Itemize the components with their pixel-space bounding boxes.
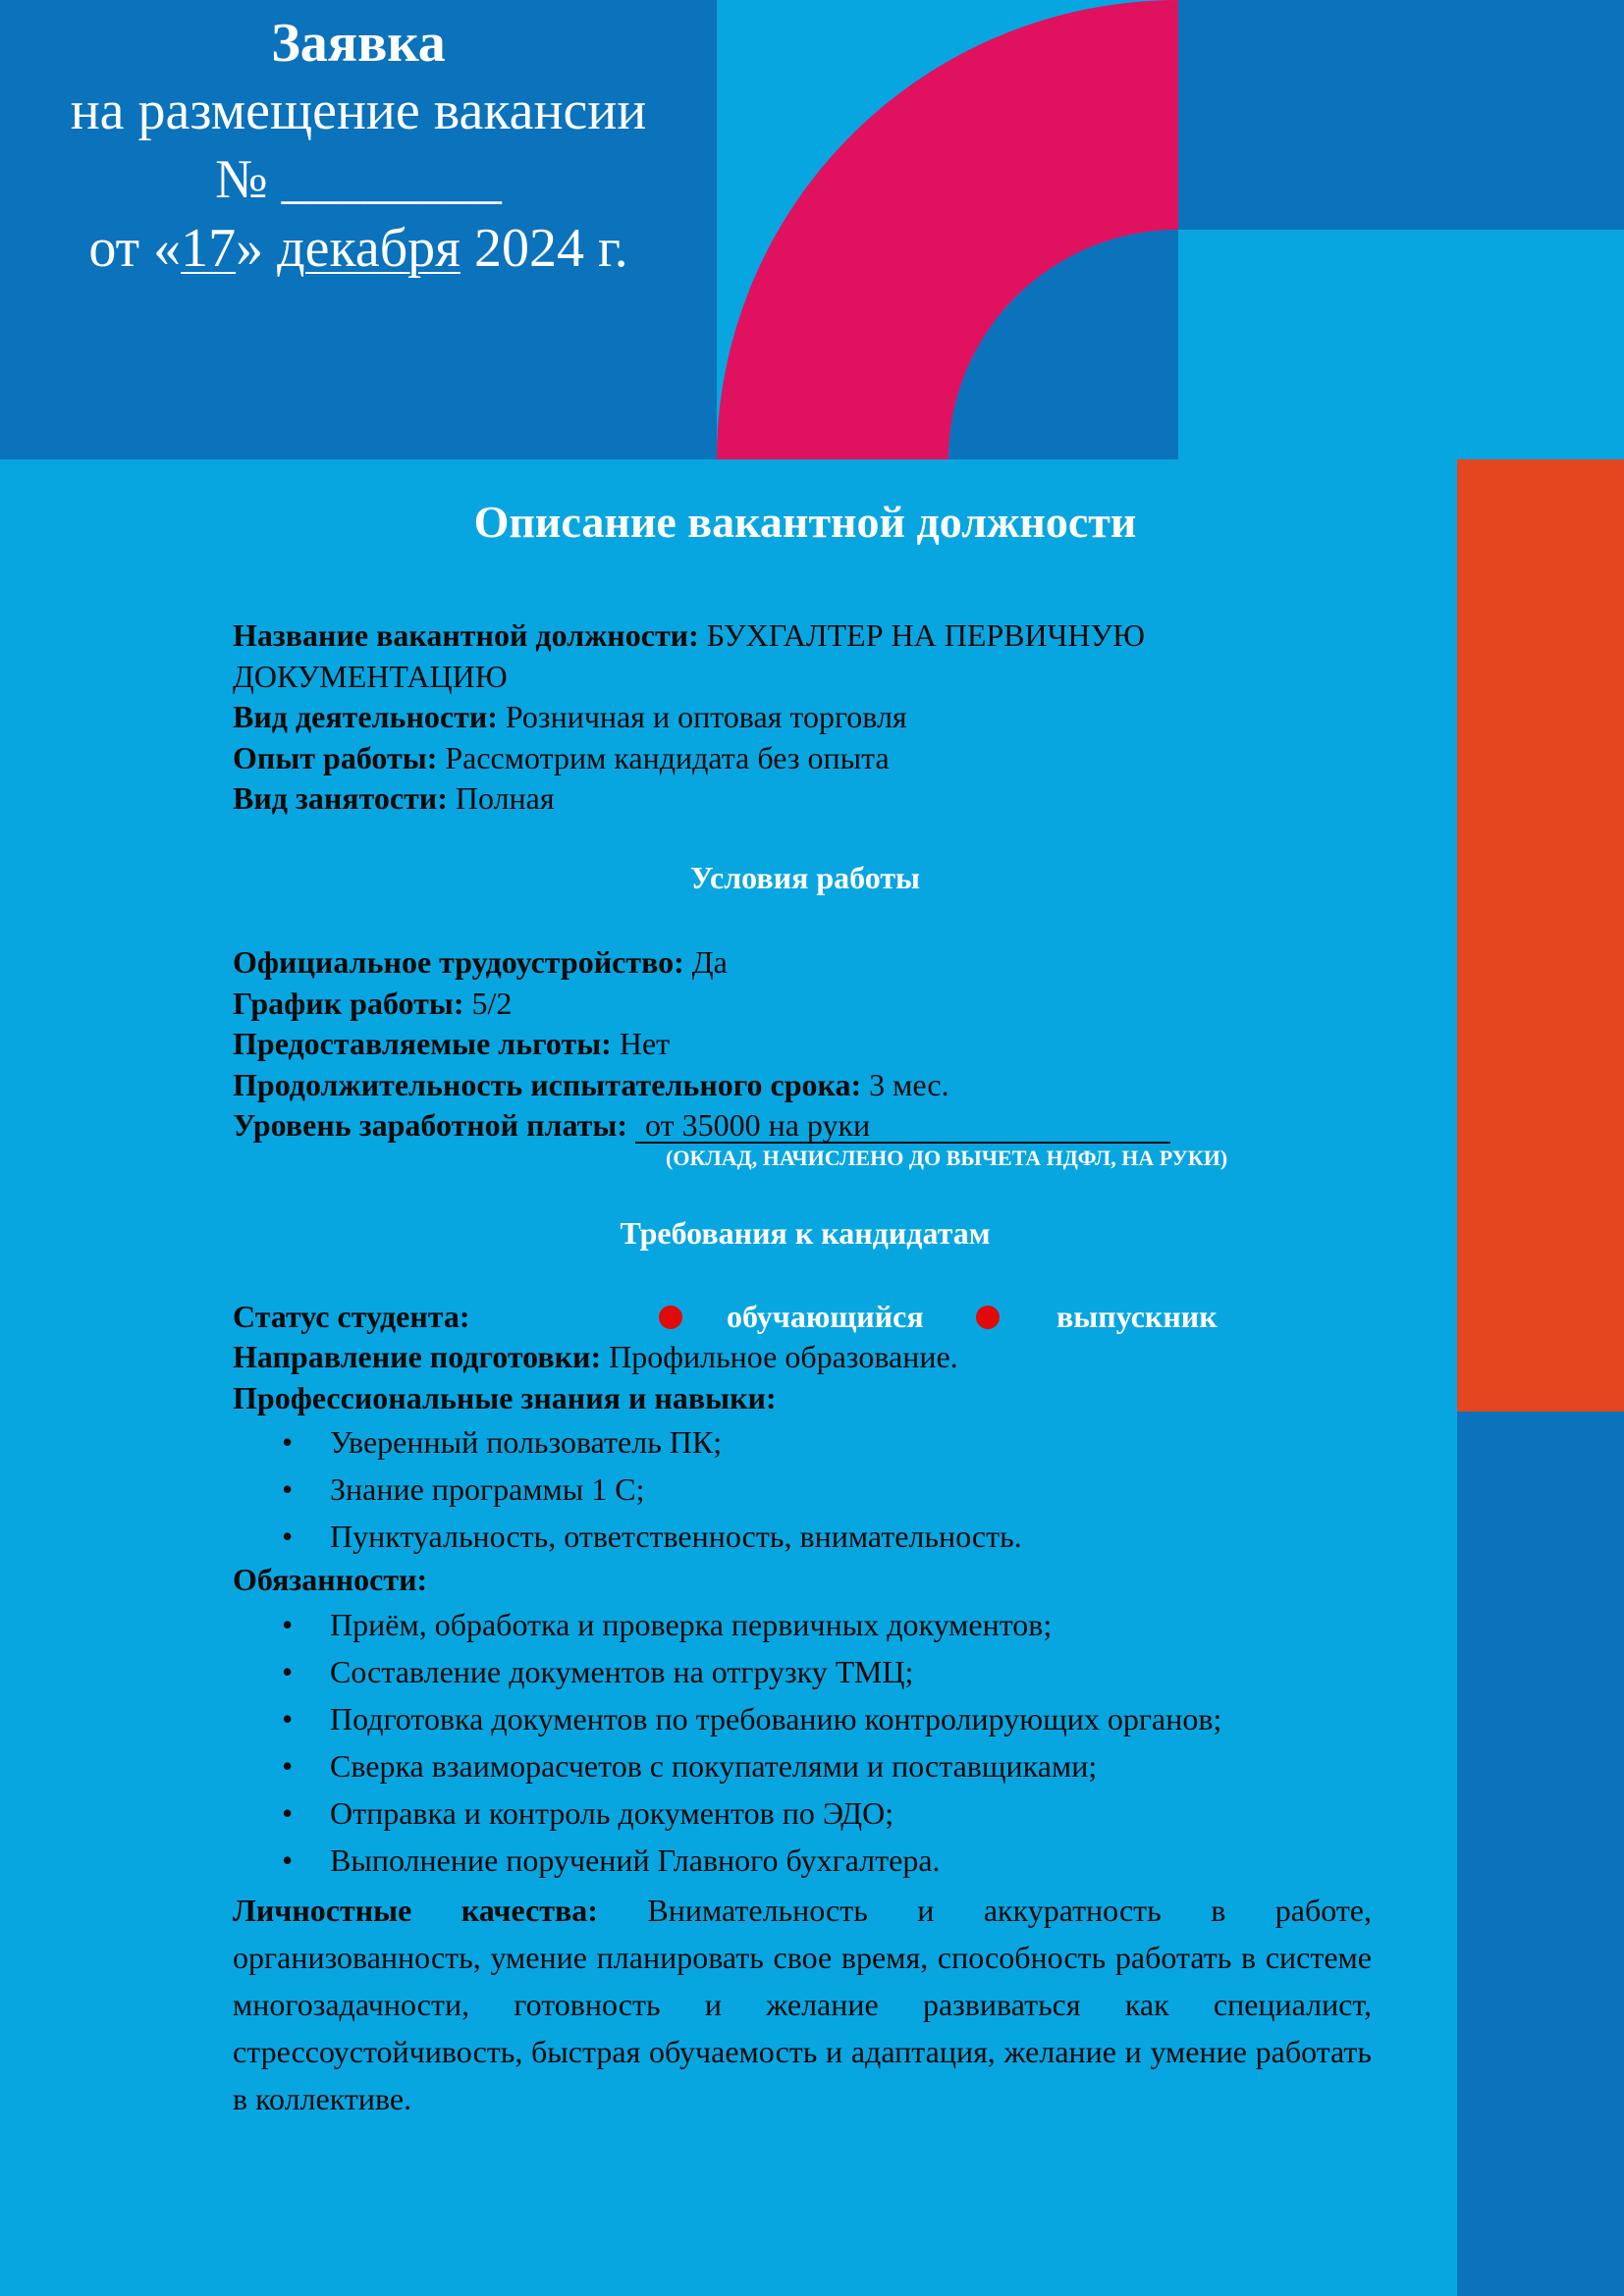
probation-value: 3 мес. [861, 1066, 949, 1102]
date-month: декабря [277, 218, 460, 279]
right-blue-strip [1457, 1412, 1624, 2296]
official-label: Официальное трудоустройство: [233, 944, 684, 980]
list-item: • Сверка взаиморасчетов с покупателями и поставщиками; [233, 1742, 1372, 1789]
direction-row [233, 1337, 1372, 1378]
requirements-title: Требования к кандидатам [620, 1215, 991, 1251]
benefits-value: Нет [611, 1026, 671, 1061]
experience-value: Рассмотрим кандидата без опыта [437, 739, 890, 775]
schedule-row [233, 984, 1372, 1025]
student-status-label: Статус студента: [233, 1299, 470, 1334]
conditions-title: Условия работы [689, 860, 921, 895]
benefits-label: Предоставляемые льготы: [233, 1026, 612, 1061]
date-day: 17 [181, 218, 237, 279]
document-subtitle: на размещение вакансии [70, 80, 647, 141]
official-row [233, 942, 1372, 984]
salary-note: (ОКЛАД, НАЧИСЛЕНО ДО ВЫЧЕТА НДФЛ, НА РУКИ) [666, 1146, 1228, 1170]
employment-value: Полная [447, 780, 555, 816]
salary-value: от 35000 на руки [635, 1108, 1170, 1144]
date-mid: » [236, 218, 278, 279]
header-text [0, 10, 717, 283]
list-item: • Составление документов на отгрузку ТМЦ; [233, 1648, 1372, 1695]
date-suffix: 2024 г. [460, 218, 628, 279]
duties-list [233, 1601, 1372, 1884]
personal-qualities [233, 1887, 1372, 2122]
document-date [0, 214, 717, 283]
employment-row [233, 778, 1372, 820]
requirements-block [233, 1337, 1372, 1884]
employment-label: Вид занятости: [233, 780, 448, 816]
experience-label: Опыт работы: [233, 739, 438, 775]
status-dot-graduate [976, 1306, 1000, 1329]
document-number [0, 145, 717, 214]
activity-row [233, 697, 1372, 738]
schedule-label: График работы: [233, 985, 464, 1021]
header-band [0, 0, 1624, 459]
duties-heading [233, 1560, 1372, 1601]
right-orange-strip [1457, 459, 1624, 1412]
position-name-value: БУХГАЛТЕР НА ПЕРВИЧНУЮ ДОКУМЕНТАЦИЮ [233, 617, 1146, 694]
skills-label: Профессиональные знания и навыки: [233, 1379, 777, 1415]
status-option-graduate: выпускник [1056, 1299, 1218, 1334]
date-prefix: от « [88, 218, 182, 279]
number-prefix: № [215, 149, 268, 210]
salary-row [233, 1105, 1372, 1147]
list-item: • Отправка и контроль документов по ЭДО; [233, 1789, 1372, 1837]
experience-row [233, 738, 1372, 779]
header-cyan-block-right [1176, 230, 1624, 459]
benefits-row [233, 1024, 1372, 1065]
document-title: Заявка [271, 13, 446, 74]
direction-value: Профильное образование. [601, 1339, 958, 1374]
position-name-label: Название вакантной должности: [233, 617, 699, 653]
status-dot-student [659, 1306, 682, 1329]
list-item: • Приём, обработка и проверка первичных документов; [233, 1601, 1372, 1648]
list-item: • Выполнение поручений Главного бухгалтера. [233, 1837, 1372, 1884]
list-item: • Подготовка документов по требованию контролирующих органов; [233, 1695, 1372, 1742]
header-arc-decoration [717, 0, 1178, 459]
salary-label: Уровень заработной платы: [233, 1107, 628, 1143]
list-item: • Уверенный пользователь ПК; [233, 1418, 1372, 1466]
conditions-block [233, 942, 1372, 1147]
duties-label: Обязанности: [233, 1562, 428, 1597]
skills-heading [233, 1378, 1372, 1419]
skills-list [233, 1418, 1372, 1560]
probation-row [233, 1065, 1372, 1106]
direction-label: Направление подготовки: [233, 1339, 602, 1374]
position-block [233, 615, 1372, 820]
list-item: • Знание программы 1 С; [233, 1466, 1372, 1513]
status-option-student: обучающийся [727, 1299, 924, 1334]
personal-label: Личностные качества: [233, 1893, 598, 1928]
activity-value: Розничная и оптовая торговля [497, 699, 907, 734]
main-section-title: Описание вакантной должности [473, 497, 1137, 547]
personal-value: Внимательность и аккуратность в работе, организованность, умение планировать свое время, способность работать в системе многозадачности, готовность и желание развиваться как специалист, стрессоустойчивость, быстрая обучаемость и адаптация, желание и умение работать в коллективе. [233, 1893, 1373, 2116]
schedule-value: 5/2 [463, 985, 513, 1021]
official-value: Да [683, 944, 728, 980]
probation-label: Продолжительность испытательного срока: [233, 1066, 862, 1102]
list-item: • Пунктуальность, ответственность, внимательность. [233, 1513, 1372, 1560]
activity-label: Вид деятельности: [233, 699, 498, 734]
position-name-row [233, 615, 1372, 697]
number-blank: ________ [281, 149, 502, 210]
